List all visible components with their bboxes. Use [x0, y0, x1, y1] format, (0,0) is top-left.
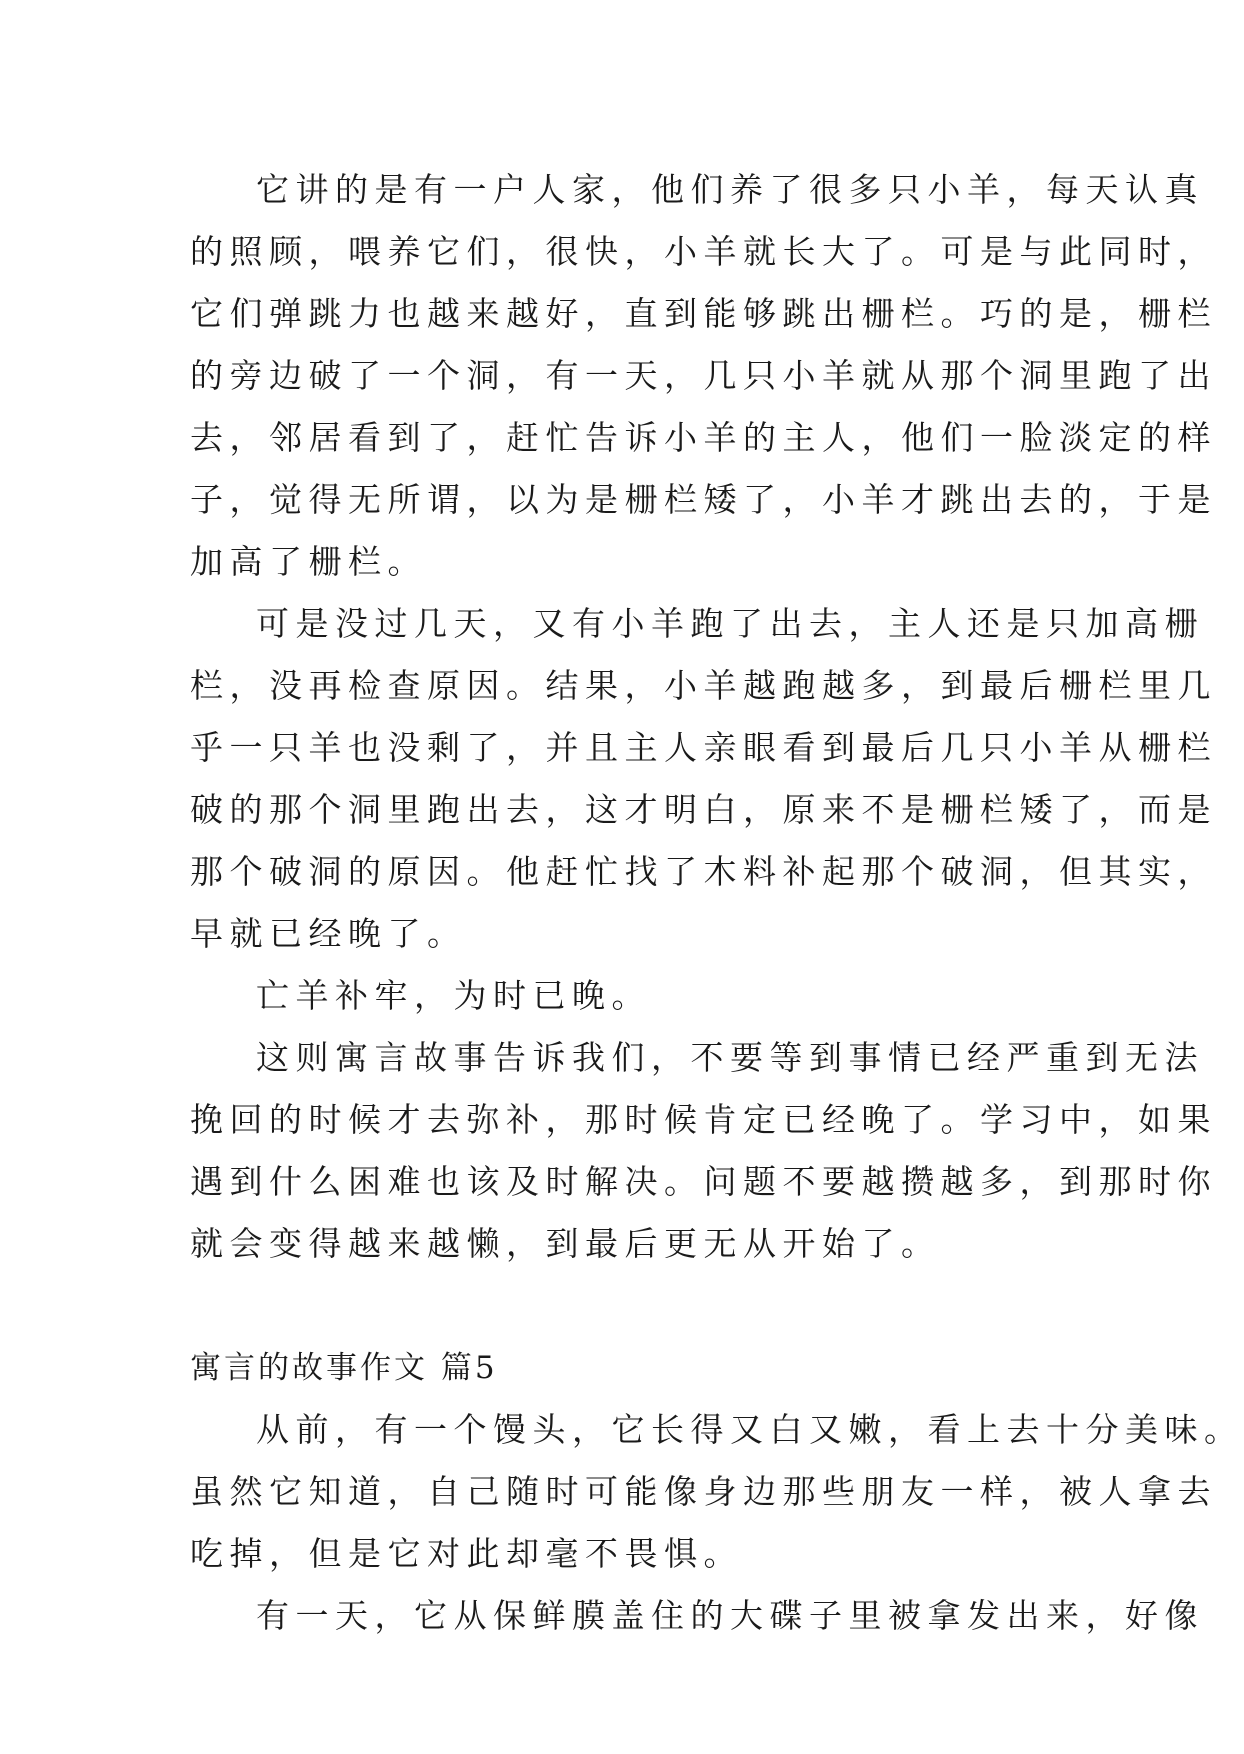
paragraph-line: 子，觉得无所谓，以为是栅栏矮了，小羊才跳出去的，于是 — [190, 480, 1217, 519]
paragraph-line: 栏，没再检查原因。结果，小羊越跑越多，到最后栅栏里几 — [190, 666, 1217, 705]
paragraph-line: 乎一只羊也没剩了，并且主人亲眼看到最后几只小羊从栅栏 — [190, 728, 1217, 767]
paragraph-line: 加高了栅栏。 — [190, 542, 427, 581]
paragraph-line: 破的那个洞里跑出去，这才明白，原来不是栅栏矮了，而是 — [190, 790, 1217, 829]
paragraph-line: 挽回的时候才去弥补，那时候肯定已经晚了。学习中，如果 — [190, 1100, 1217, 1139]
paragraph-2 — [190, 593, 1217, 965]
paragraph-line: 亡羊补牢，为时已晚。 — [256, 976, 651, 1015]
paragraph-line: 这则寓言故事告诉我们，不要等到事情已经严重到无法 — [256, 1038, 1204, 1077]
paragraph-line: 的照顾，喂养它们，很快，小羊就长大了。可是与此同时， — [190, 232, 1217, 271]
paragraph-line: 从前，有一个馒头，它长得又白又嫩，看上去十分美味。 — [256, 1410, 1244, 1449]
paragraph-line: 有一天，它从保鲜膜盖住的大碟子里被拿发出来，好像 — [256, 1596, 1204, 1635]
paragraph-line: 它讲的是有一户人家，他们养了很多只小羊，每天认真 — [256, 170, 1204, 209]
paragraph-line: 的旁边破了一个洞，有一天，几只小羊就从那个洞里跑了出 — [190, 356, 1217, 395]
paragraph-line: 虽然它知道，自己随时可能像身边那些朋友一样，被人拿去 — [190, 1472, 1217, 1511]
paragraph-line: 吃掉，但是它对此却毫不畏惧。 — [190, 1534, 743, 1573]
paragraph-5 — [190, 1399, 1244, 1585]
paragraph-line: 遇到什么困难也该及时解决。问题不要越攒越多，到那时你 — [190, 1162, 1217, 1201]
document-page — [190, 159, 1244, 1647]
paragraph-1 — [190, 159, 1217, 593]
paragraph-line: 就会变得越来越懒，到最后更无从开始了。 — [190, 1224, 941, 1263]
paragraph-line: 去，邻居看到了，赶忙告诉小羊的主人，他们一脸淡定的样 — [190, 418, 1217, 457]
paragraph-6 — [190, 1585, 1204, 1647]
paragraph-line: 早就已经晚了。 — [190, 914, 467, 953]
section-spacer — [190, 1275, 1050, 1337]
paragraph-line: 它们弹跳力也越来越好，直到能够跳出栅栏。巧的是，栅栏 — [190, 294, 1217, 333]
paragraph-line: 那个破洞的原因。他赶忙找了木料补起那个破洞，但其实， — [190, 852, 1217, 891]
paragraph-line: 可是没过几天，又有小羊跑了出去，主人还是只加高栅 — [256, 604, 1204, 643]
section-heading: 寓言的故事作文 篇5 — [190, 1350, 498, 1386]
paragraph-3 — [190, 965, 1050, 1027]
paragraph-4 — [190, 1027, 1217, 1275]
